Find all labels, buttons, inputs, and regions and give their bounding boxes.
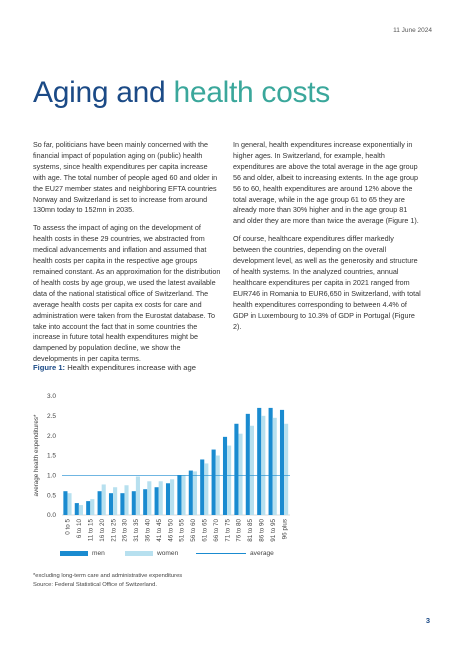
bar-men <box>257 408 261 515</box>
health-expenditure-bar-chart <box>28 380 298 550</box>
bar-women <box>90 499 94 515</box>
legend-label-women: women <box>157 550 179 557</box>
bar-men <box>280 410 284 515</box>
bar-women <box>227 446 231 515</box>
x-tick-label: 71 to 75 <box>224 519 232 542</box>
x-tick-label: 76 to 80 <box>235 519 243 542</box>
bar-women <box>113 487 117 515</box>
legend-swatch-men <box>60 551 88 556</box>
x-tick-label: 91 to 95 <box>269 519 277 542</box>
bar-women <box>67 493 71 515</box>
bar-women <box>250 426 254 515</box>
x-tick-label: 41 to 45 <box>155 519 163 542</box>
bar-women <box>181 475 185 515</box>
x-tick-label: 26 to 30 <box>121 519 129 542</box>
x-tick-label: 36 to 40 <box>144 519 152 542</box>
y-tick-label: 2.5 <box>46 413 56 421</box>
legend-line-average <box>196 553 246 554</box>
bar-men <box>177 475 181 515</box>
bar-men <box>234 424 238 515</box>
figure-caption-text: Health expenditures increase with age <box>65 363 196 372</box>
bar-men <box>246 414 250 515</box>
footnote-source: Source: Federal Statistical Office of Switzerland. <box>33 582 157 588</box>
x-tick-label: 81 to 85 <box>247 519 255 542</box>
legend-item-men <box>60 550 105 557</box>
x-tick-label: 56 to 60 <box>190 519 198 542</box>
y-axis-label: average health expenditures* <box>33 414 40 497</box>
bar-men <box>98 491 102 515</box>
x-tick-label: 66 to 70 <box>212 519 220 542</box>
bar-women <box>159 481 163 515</box>
footnote-note: *excluding long-term care and administrative expenditures <box>33 573 183 579</box>
bar-women <box>261 416 265 515</box>
right-text-column <box>233 140 421 339</box>
figure-label: Figure 1: <box>33 363 66 372</box>
bar-men <box>143 489 147 515</box>
bar-women <box>238 434 242 515</box>
y-tick-label: 0.5 <box>46 492 56 500</box>
bar-women <box>147 481 151 515</box>
x-tick-label: 51 to 55 <box>178 519 186 542</box>
bar-men <box>155 487 159 515</box>
bar-men <box>189 471 193 515</box>
legend-item-women <box>125 550 178 557</box>
bar-men <box>269 408 273 515</box>
chart-footnote <box>33 572 182 590</box>
title-part-2: health costs <box>173 76 330 109</box>
legend-item-average <box>196 550 274 557</box>
bar-women <box>216 456 220 516</box>
y-tick-label: 1.5 <box>46 452 56 460</box>
report-date: 11 June 2024 <box>393 27 432 34</box>
paragraph: Of course, healthcare expenditures differ markedly between the countries, depending on the overall development level, as well as the generosity and structure of health systems. In the analyzed countries, annual healthcare expenditures per capita in 2021 ranged from EUR746 in Romania to EUR6,650 in Switzerland, with total health expenditures corresponding to between 4.4% of GDP in Luxembourg to 10.3% of GDP in Portugal (Figure 2). <box>233 234 421 331</box>
bar-men <box>132 491 136 515</box>
bar-men <box>166 483 170 515</box>
bar-women <box>193 471 197 515</box>
bar-men <box>212 450 216 515</box>
figure-caption <box>33 363 196 372</box>
bar-men <box>120 493 124 515</box>
legend-label-men: men <box>92 550 105 557</box>
paragraph: In general, health expenditures increase exponentially in higher ages. In Switzerland, for example, health expenditures are above the total average in the age group 56 and older, albeit to increasing extents. In the age group 56 to 60, health expenditures are around 12% above the total average, while in the age group 61 to 65 they are already more than 30% higher and in the age group 81 and older they are more than twice the average (Figure 1). <box>233 140 419 226</box>
bar-men <box>109 493 113 515</box>
page-title <box>33 76 330 110</box>
paragraph: To assess the impact of aging on the development of health costs in these 29 countries, we abstracted from medical advancements and inflation and assumed that health costs per capita in the respective age groups remained constant. As an approximation for the distribution of health costs by age group, we used the latest available data of the national statistical office of Switzerland. The average health costs per capita ex costs for care and administration were taken from the Eurostat database. To take into account the fact that in some countries the increase in future total health expenditures might be dampened by population decline, we show the developments in per capita terms. <box>33 223 221 364</box>
y-tick-label: 2.0 <box>46 432 56 440</box>
legend-swatch-women <box>125 551 153 556</box>
bar-men <box>200 459 204 515</box>
x-tick-label: 0 to 5 <box>64 519 72 535</box>
bar-women <box>284 424 288 515</box>
x-tick-label: 96 plus <box>281 519 289 540</box>
bar-men <box>75 503 79 515</box>
bar-women <box>170 479 174 515</box>
bar-women <box>124 485 128 515</box>
x-tick-label: 86 to 90 <box>258 519 266 542</box>
y-tick-label: 0.0 <box>46 512 56 520</box>
y-tick-label: 3.0 <box>46 393 56 401</box>
x-tick-label: 21 to 25 <box>110 519 118 542</box>
x-tick-label: 46 to 50 <box>167 519 175 542</box>
bar-men <box>86 501 90 515</box>
bar-women <box>102 484 106 515</box>
bar-women <box>79 505 83 515</box>
bar-women <box>273 418 277 515</box>
y-tick-label: 1.0 <box>46 472 56 480</box>
bar-men <box>63 491 67 515</box>
title-part-1: Aging and <box>33 76 174 109</box>
bar-women <box>136 477 140 515</box>
left-text-column <box>33 140 221 372</box>
x-tick-label: 6 to 10 <box>76 519 84 539</box>
x-tick-label: 61 to 65 <box>201 519 209 542</box>
legend-label-average: average <box>250 550 274 557</box>
paragraph: So far, politicians have been mainly concerned with the financial impact of population aging on (public) health systems, since health expenditures per capita increase with age. The total number of people aged 60 and older in the EU27 member states and neighboring EFTA countries Norway and Switzerland is set to increase from around 130mn today to 152mn in 2035. <box>33 140 218 215</box>
page-number: 3 <box>425 616 430 625</box>
x-tick-label: 11 to 15 <box>87 519 95 542</box>
bar-men <box>223 437 227 515</box>
x-tick-label: 31 to 35 <box>133 519 141 542</box>
x-tick-label: 16 to 20 <box>98 519 106 542</box>
bar-women <box>204 463 208 515</box>
